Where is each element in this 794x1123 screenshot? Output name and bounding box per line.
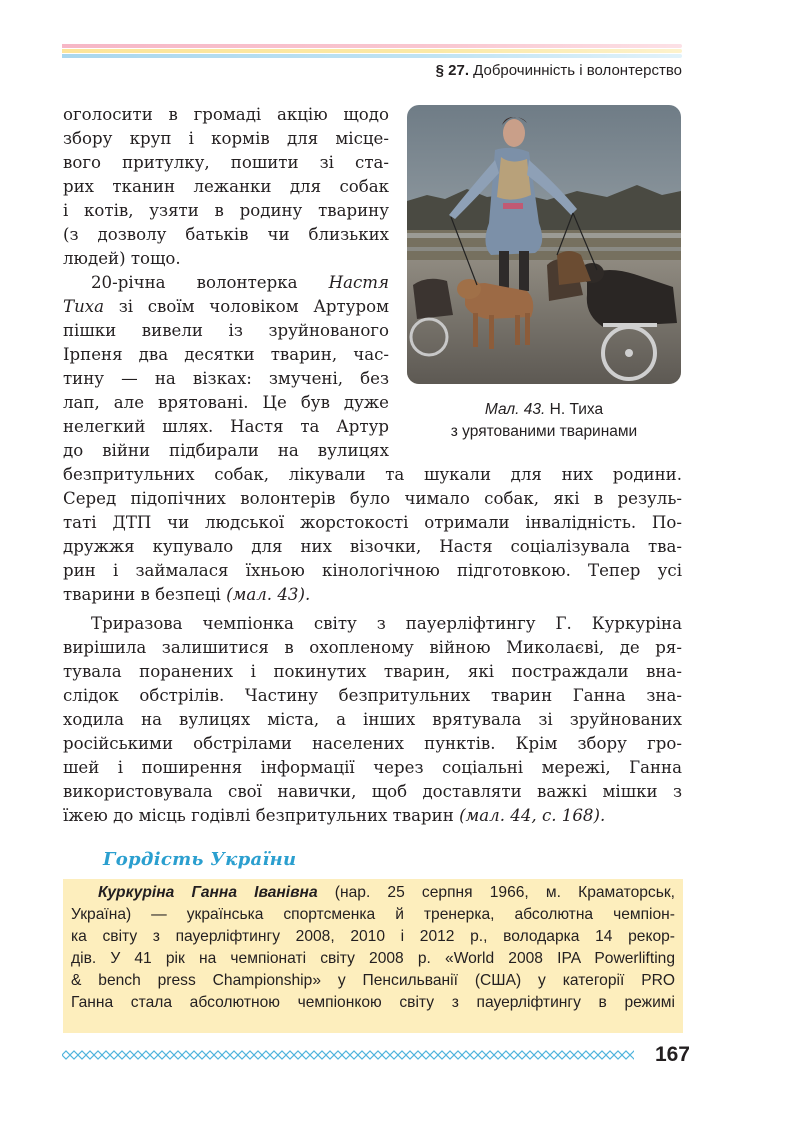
page-number: 167 xyxy=(654,1043,690,1066)
figure-caption-line-2: з урятованими тваринами xyxy=(450,423,638,440)
body-line: рин і займалася їхньою кінологічною підготовкою. Тепер усі xyxy=(63,561,682,580)
figure-caption xyxy=(398,399,690,420)
figure-label: Мал. 43. xyxy=(484,401,546,418)
body-line: тувала поранених і покинутих тварин, які постраждали вна- xyxy=(63,662,682,681)
body-line: таті ДТП чи людської жорстокості отримали інвалідність. По- xyxy=(63,513,682,532)
figure-caption-text: Н. Тиха xyxy=(545,401,604,418)
body-line: ходила на вулицях міста, а інших врятувала зі зруйнованих xyxy=(63,710,682,729)
body-line xyxy=(91,271,389,295)
body-line: Триразова чемпіонка світу з пауерліфтингу Г. Куркуріна xyxy=(91,614,682,633)
body-line: людей) тощо. xyxy=(63,249,181,268)
bio-line: Україна) — українська спортсменка й тренерка, абсолютна чемпіон- xyxy=(71,906,675,923)
body-text: їжею до місць годівлі безпритульних тварин xyxy=(63,806,460,825)
body-line: використовувала свої навички, щоб доставляти важкі мішки з xyxy=(63,782,682,801)
figure-reference: (мал. 44, с. 168). xyxy=(459,806,606,825)
header-stripe-blue xyxy=(62,54,682,58)
body-line: Серед підопічних волонтерів було чимало собак, які в резуль- xyxy=(63,489,682,508)
bio-person-name: Куркуріна Ганна Іванівна xyxy=(98,884,318,901)
body-line xyxy=(63,295,389,319)
body-line: лап, але врятовані. Це був дуже xyxy=(63,393,389,412)
body-text: тварини в безпеці xyxy=(63,585,227,604)
section-number: § 27. xyxy=(435,62,469,79)
body-line: безпритульних собак, лікували та шукали для них родини. xyxy=(63,465,682,484)
body-line xyxy=(63,804,682,828)
body-line: дружжя купувало для них візочки, Настя соціалізувала тва- xyxy=(63,537,682,556)
body-line: тину — на візках: змучені, без xyxy=(63,369,389,388)
body-line: слідок обстрілів. Частину безпритульних тварин Ганна зна- xyxy=(63,686,682,705)
body-line: шей і поширення інформації через соціальні мережі, Ганна xyxy=(63,758,682,777)
header-color-stripes xyxy=(62,44,682,62)
bio-line xyxy=(98,882,675,904)
biography-box xyxy=(63,879,683,1033)
body-line xyxy=(63,583,682,607)
pride-of-ukraine-heading: Гордість України xyxy=(103,849,297,870)
body-line: вого притулку, пошити зі ста- xyxy=(63,153,389,172)
figure-reference: (мал. 43). xyxy=(226,585,311,604)
bio-line: Ганна стала абсолютною чемпіонкою світу з пауерліфтингу в режимі xyxy=(71,994,675,1011)
body-line: збору круп і кормів для місце- xyxy=(63,129,389,148)
body-line: російськими обстрілами населених пунктів. Крім збору гро- xyxy=(63,734,682,753)
section-title: Доброчинність і волонтерство xyxy=(473,62,682,79)
body-line: оголосити в громаді акцію щодо xyxy=(63,105,389,124)
header-stripe-yellow xyxy=(62,49,682,53)
body-line: рих тканин лежанки для собак xyxy=(63,177,389,196)
person-name: Тиха xyxy=(63,297,105,316)
bio-line: дів. У 41 рік на чемпіонаті світу 2008 р. «World 2008 IPA Powerlifting xyxy=(71,950,675,967)
bio-text: (нар. 25 серпня 1966, м. Краматорськ, xyxy=(317,884,675,901)
bio-line: ка світу з пауерліфтингу 2008, 2010 і 2012 р., володарка 14 рекор- xyxy=(71,928,675,945)
body-line: (з дозволу батьків чи близьких xyxy=(63,225,389,244)
body-line: нелегкий шлях. Настя та Артур xyxy=(63,417,389,436)
body-line: до війни підбирали на вулицях xyxy=(63,441,389,460)
volunteer-with-dogs-image xyxy=(407,105,681,384)
body-line: вирішила залишитися в охопленому війною Миколаєві, де ря- xyxy=(63,638,682,657)
footer-decorative-wave xyxy=(62,1048,634,1062)
running-head xyxy=(436,62,682,79)
body-line: і котів, узяти в родину тварину xyxy=(63,201,389,220)
bio-line: & bench press Championship» у Пенсильванії (США) у категорії PRO xyxy=(71,972,675,989)
body-line: Ірпеня два десятки тварин, час- xyxy=(63,345,389,364)
body-line: пішки вивели із зруйнованого xyxy=(63,321,389,340)
figure-43-photo xyxy=(407,105,681,384)
body-text: 20-річна волонтерка xyxy=(91,273,329,292)
person-name: Настя xyxy=(328,273,389,292)
header-stripe-pink xyxy=(62,44,682,48)
body-text: зі своїм чоловіком Артуром xyxy=(104,297,389,316)
